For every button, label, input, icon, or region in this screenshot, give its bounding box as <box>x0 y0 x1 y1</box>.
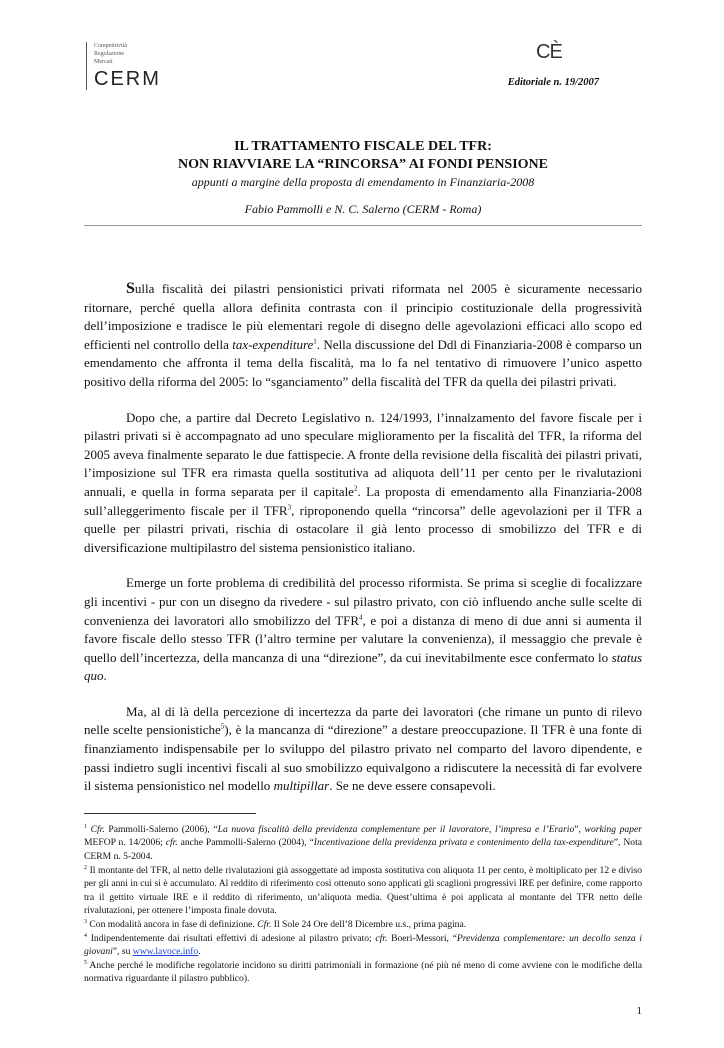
footnote-ref: 2 <box>84 864 87 871</box>
text-run: Dopo che, a partire dal Decreto Legislativo n. 124/1993, l’innalzamento del favore fiscale per i pilastri privati si è accompagnato ad uno speculare miglioramento per la fiscalità del TFR, la riforma del 2005 aveva finalmente separato le due fattispecie. A fronte della revisione della fiscalità dei pilastri privati, l’imposizione sul TFR era rimasta quella sostitutiva ad aliquota dell’11 per cento per le rivalutazioni annuali, e quella in forma separata per il capitale <box>84 409 642 499</box>
text-run: Incentivazione della previdenza privata e contenimento della tax-expenditure <box>313 837 614 849</box>
text-run: Indipendentemente dai risultati effettivi di adesione al pilastro privato; <box>87 932 376 944</box>
footnote <box>84 823 642 864</box>
text-run: Ma, al di là della percezione di incertezza da parte dei lavoratori (che rimane un punto di rilevo nelle scelte pensionistiche <box>84 703 642 738</box>
footnote <box>84 932 642 959</box>
footnote-ref: 4 <box>84 932 87 939</box>
text-run: Emerge un forte problema di credibilità del processo riformista. Se prima si sceglie di focalizzare gli incentivi - pur con un disegno da rivedere - sul pilastro privato, con ciò influendo anche sulle scelte di convenienza dei lavoratori allo smobilizzo del TFR <box>84 575 642 628</box>
logo-tagline-3: Mercati <box>94 59 113 65</box>
text-run: ), è la mancanza di “direzione” a destare preoccupazione. Il TFR è una fonte di finanziamento indispensabile per lo sviluppo del pilastro privato nel comparto del lavoro dipendente, e passi indietro sugli incentivi fiscali al suo smobilizzo equivalgono a ridiscutere la necessità di far evolvere il sistema pensionistico nel modello <box>84 722 642 794</box>
footnote-ref: 1 <box>313 337 317 346</box>
text-run: ”, <box>574 823 585 835</box>
footnote-ref: 1 <box>84 823 87 830</box>
ce-mark-logo: CÈ <box>536 41 562 63</box>
footnote-ref: 2 <box>353 484 358 493</box>
text-run: . <box>198 946 201 958</box>
text-run: Boeri-Messori, “ <box>387 932 457 944</box>
title-line-1: IL TRATTAMENTO FISCALE DEL TFR: <box>234 139 492 154</box>
footnotes <box>84 823 642 986</box>
text-run: cfr. <box>375 932 388 944</box>
text-run: anche Pammolli-Salerno (2004), “ <box>177 837 314 849</box>
text-run: Con modalità ancora in fase di definizione. <box>87 919 258 930</box>
title-line-2: NON RIAVVIARE LA “RINCORSA” AI FONDI PENSIONE <box>177 157 549 172</box>
text-run: , riproponendo quella “rincorsa” delle agevolazioni per il TFR a quelle per pilastri privati, rischia di ostacolare il già lento processo di smobilizzo del TFR e di diversificazione multipilastro del sistema pensionistico italiano. <box>84 502 642 555</box>
footnote-ref: 4 <box>359 613 363 622</box>
text-run: Il Sole 24 Ore dell’8 Dicembre u.s., prima pagina. <box>271 919 467 930</box>
text-run: ”, su <box>112 946 133 958</box>
text-run: . La proposta di emendamento alla Finanziaria-2008 sull’alleggerimento fiscale per il TFR <box>84 483 642 518</box>
text-run: tax-expenditure <box>232 336 314 352</box>
link[interactable]: www.lavoce.info <box>132 946 199 958</box>
footnote <box>84 918 642 932</box>
text-run: multipillar <box>273 778 330 794</box>
paragraph <box>84 574 642 686</box>
text-run: Il montante del TFR, al netto delle rivalutazioni già assoggettate ad imposta sostitutiva con aliquota 11 per cento, è moltiplicato per 12 e diviso per gli anni in cui si è accumulato. Al reddito di riferimento così ottenuto sono applicati gli scaglioni progressivi IRE per definire, come rapporto tra il gettito virtuale IRE e il reddito di riferimento, un’aliquota media. Quest’ultima è poi applicata al montante del TFR netto delle rivalutazioni, per ottenere l’imposta finale dovuta. <box>84 864 642 917</box>
page-number: 1 <box>636 1004 642 1017</box>
header-divider <box>84 225 642 226</box>
text-run: S <box>126 280 135 297</box>
body-text <box>84 280 642 796</box>
paragraph <box>84 409 642 558</box>
text-run: cfr. <box>165 837 178 849</box>
text-run: Previdenza complementare: un decollo senza i giovani <box>84 932 642 958</box>
text-run: Pammolli-Salerno (2006), “ <box>104 823 218 835</box>
text-run: Anche perché le modifiche regolatorie incidono su diritti patrimoniali in formazione (né più né meno di come avviene con le modifiche della normativa riguardante il pilastro pubblico). <box>84 959 642 985</box>
text-run: ulla fiscalità dei pilastri pensionistici privati riformata nel 2005 è sicuramente necessario ritornare, perché quella allora definita contrasta con il principio costituzionale della progressività dell’imposizione e tradisce le più elementari regole di disegno delle agevolazioni efficaci allo scopo ed efficienti nel controllo della <box>84 281 642 352</box>
text-run: working paper <box>584 823 642 835</box>
text-run: . <box>103 668 107 684</box>
footnote-ref: 5 <box>84 959 87 966</box>
text-run: MEFOP n. 14/2006; <box>84 837 166 849</box>
authors: Fabio Pammolli e N. C. Salerno (CERM - Roma) <box>244 202 482 216</box>
logo-name: CERM <box>94 68 161 90</box>
text-run: , e poi a distanza di meno di due anni si aumenta il favore fiscale dello stesso TFR (l’altro termine per valutare la convenienza), il messaggio che prevale è quello dell’incertezza, della mancanza di una “direzione”, da cui inevitabilmente esce confermato lo <box>84 612 642 665</box>
page-content <box>84 0 642 1048</box>
title-block <box>84 138 642 217</box>
footnote <box>84 864 642 918</box>
footnote-ref: 3 <box>84 918 87 925</box>
text-run: status quo <box>84 649 642 684</box>
footnote <box>84 959 642 986</box>
text-run: . Nella discussione del Ddl di Finanziaria-2008 è comparso un emendamento che affronta il tema della fiscalità, ma lo fa nel tentativo di rimuovere l’unico aspetto positivo della riforma del 2005: lo “sganciamento” della fiscalità del TFR da quella dei pilastri privati. <box>84 336 642 389</box>
cerm-logo <box>86 42 161 90</box>
paragraph <box>84 280 642 392</box>
paragraph <box>84 703 642 796</box>
logo-tagline-1: Competitività <box>94 43 127 49</box>
text-run: . Se ne deve essere consapevoli. <box>329 778 496 794</box>
footnote-ref: 5 <box>220 723 225 732</box>
text-run: Cfr. <box>257 919 272 930</box>
subtitle: appunti a margine della proposta di emendamento in Finanziaria-2008 <box>191 175 535 189</box>
logo-tagline-2: Regolazione <box>94 51 124 57</box>
text-run: La nuova fiscalità della previdenza complementare per il lavoratore, l’impresa e l’Erario <box>217 823 575 835</box>
footnote-divider <box>84 813 256 814</box>
text-run: ”, Nota CERM n. 5-2004. <box>84 837 642 863</box>
footnote-ref: 3 <box>287 503 292 512</box>
editorial-number: Editoriale n. 19/2007 <box>507 77 599 88</box>
text-run: Cfr. <box>90 823 105 835</box>
